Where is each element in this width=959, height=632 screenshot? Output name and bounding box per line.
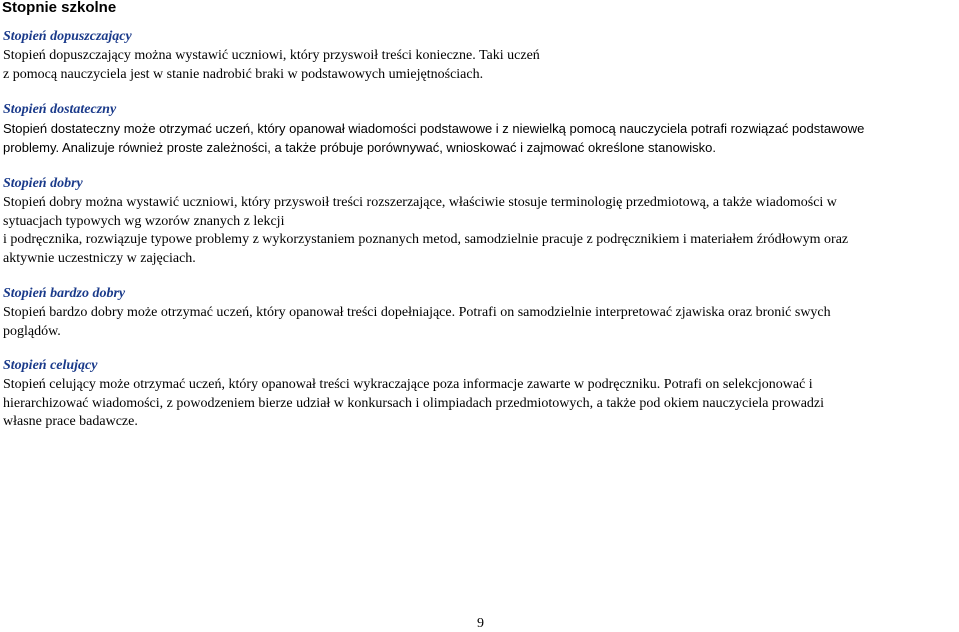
section-body [3,47,958,84]
section-dostateczny [3,101,958,157]
section-bardzo-dobry [3,285,958,341]
body-line: problemy. Analizuje również proste zależności, a także próbuje porównywać, wnioskować i zajmować określone stanowisko. [3,139,716,155]
body-line: Stopień dobry można wystawić uczniowi, który przyswoił treści rozszerzające, właściwie stosuje terminologię przedmiotową, a także wiadomości w [3,195,837,210]
section-body [3,194,958,268]
body-line: z pomocą nauczyciela jest w stanie nadrobić braki w podstawowych umiejętnościach. [3,66,484,82]
body-line: Stopień dopuszczający można wystawić uczniowi, który przyswoił treści konieczne. Taki uczeń [3,48,540,63]
body-line: sytuacjach typowych wg wzorów znanych z lekcji [3,213,285,229]
section-heading: Stopień dobry [3,176,83,191]
page-number: 9 [477,616,484,631]
body-line: Stopień celujący może otrzymać uczeń, który opanował treści wykraczające poza informacje zawarte w podręczniku. Potrafi on selekcjonować i [3,377,813,392]
section-body [3,376,958,432]
body-line: własne prace badawcze. [3,414,138,429]
section-body [3,304,958,341]
body-line: hierarchizować wiadomości, z powodzeniem bierze udział w konkursach i olimpiadach przedmiotowych, a także pod okiem nauczyciela prowadzi [3,395,825,411]
body-line: poglądów. [3,323,61,339]
section-dobry [3,175,958,268]
body-line: Stopień bardzo dobry może otrzymać uczeń, który opanował treści dopełniające. Potrafi on samodzielnie interpretować zjawiska oraz bronić swych [3,305,831,320]
body-line: i podręcznika, rozwiązuje typowe problemy z wykorzystaniem poznanych metod, samodzielnie pracuje z podręcznikiem i materiałem źródłowym oraz [3,232,849,247]
section-celujacy [3,357,958,432]
section-heading: Stopień dostateczny [3,102,117,117]
section-heading: Stopień bardzo dobry [3,286,126,301]
section-body [3,120,958,157]
body-line: Stopień dostateczny może otrzymać uczeń, który opanował wiadomości podstawowe i z niewielką pomocą nauczyciela potrafi rozwiązać podstawowe [3,121,865,136]
body-line: aktywnie uczestniczy w zajęciach. [3,250,196,266]
section-dopuszczajacy [3,28,958,84]
section-heading: Stopień celujący [3,358,98,373]
section-heading: Stopień dopuszczający [3,29,132,44]
page-title: Stopnie szkolne [2,0,117,16]
